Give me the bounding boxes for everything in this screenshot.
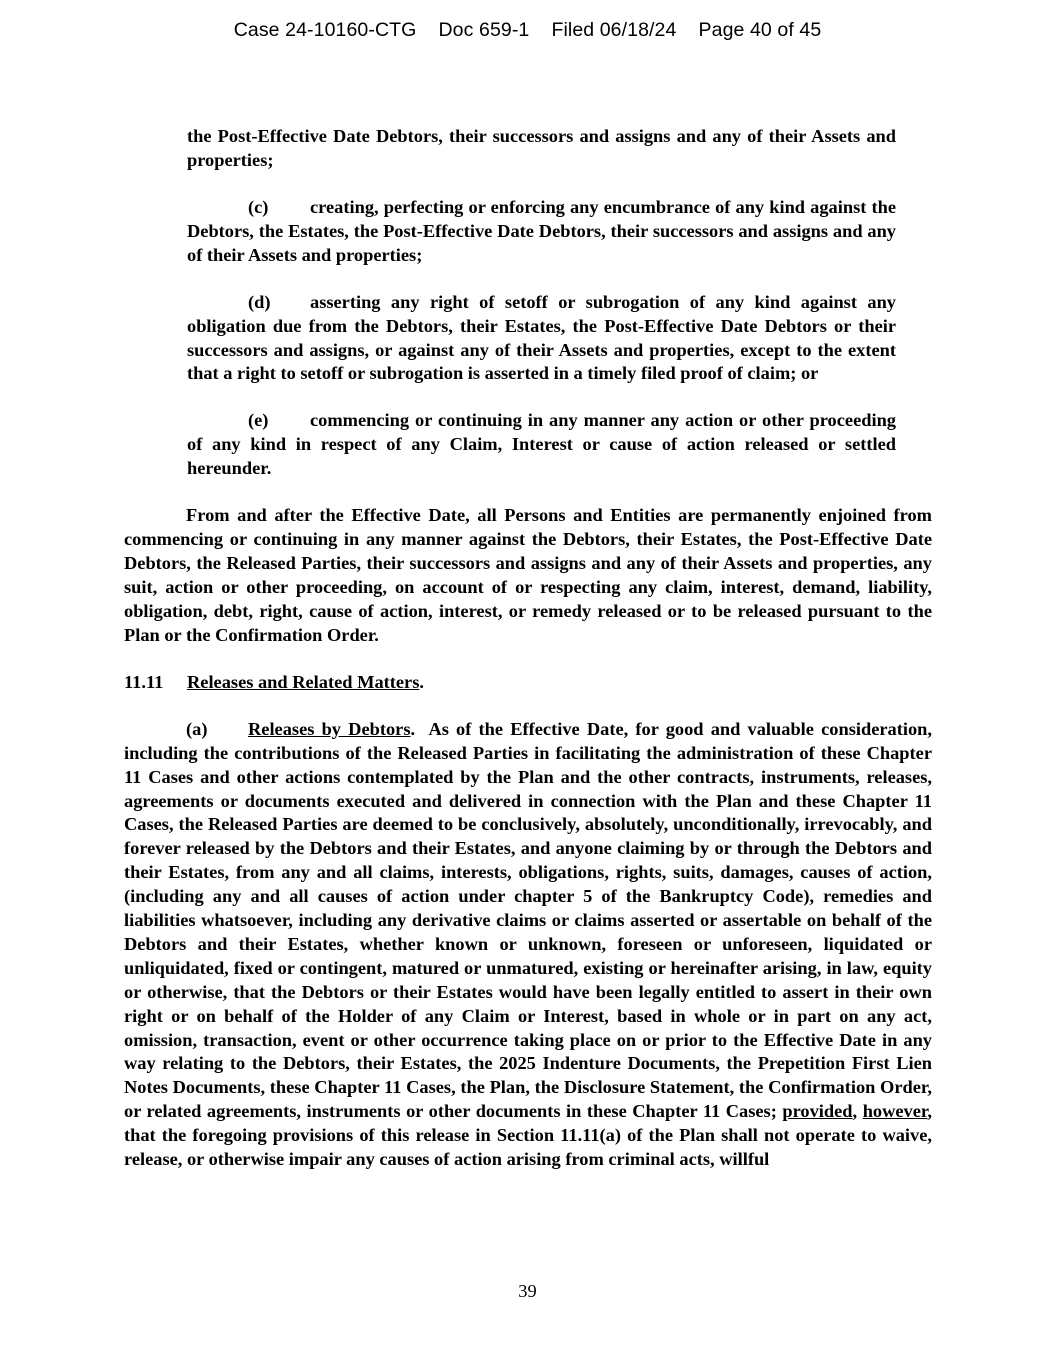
continuation-paragraph: the Post-Effective Date Debtors, their successors and assigns and any of their Assets and properties; — [187, 126, 896, 170]
doc-number: Doc 659-1 — [438, 19, 530, 41]
item-a-paragraph — [124, 718, 932, 1172]
filed-date: Filed 06/18/24 — [551, 19, 677, 41]
injunction-paragraph: From and after the Effective Date, all Persons and Entities are permanently enjoined from commencing or continuing in any manner against the Debtors, their Estates, the Post-Effective Date Debtors, the Released Parties, their successors and assigns and any of their Assets and properties, any suit, action or other proceeding, on account of or respecting any claim, interest, demand, liability, obligation, debt, right, cause of action, interest, or remedy released or to be released pursuant to the Plan or the Confirmation Order. — [124, 505, 932, 645]
item-d-label: (d) — [248, 291, 271, 312]
item-c-paragraph — [187, 196, 896, 268]
item-a-heading: Releases by Debtors — [248, 718, 411, 739]
item-d-paragraph — [187, 291, 896, 387]
item-d-text: asserting any right of setoff or subrogation of any kind against any obligation due from the Debtors, their Estates, the Post-Effective Date Debtors or their successors and assigns, or against any of their Assets and properties, except to the extent that a right to setoff or subrogation is asserted in a timely filed proof of claim; or — [187, 291, 896, 384]
item-a-label: (a) — [186, 718, 208, 739]
item-c-text: creating, perfecting or enforcing any encumbrance of any kind against the Debtors, the Estates, the Post-Effective Date Debtors, their successors and assigns and any of their Assets and properties; — [187, 196, 896, 265]
provided-comma: , — [852, 1101, 858, 1122]
item-c-label: (c) — [248, 196, 269, 217]
section-title-end: . — [419, 671, 424, 692]
section-heading — [124, 671, 932, 695]
page-number: 39 — [518, 1281, 537, 1301]
case-number: Case 24-10160-CTG — [233, 19, 417, 41]
document-body — [124, 125, 932, 1195]
section-number: 11.11 — [124, 671, 164, 692]
section-title: Releases and Related Matters — [187, 671, 420, 692]
provided-term: provided — [782, 1101, 853, 1122]
item-e-label: (e) — [248, 410, 269, 431]
item-a-heading-end: . — [410, 718, 416, 739]
case-header — [0, 19, 1055, 42]
page-count: Page 40 of 45 — [698, 19, 822, 41]
item-e-text: commencing or continuing in any manner any action or other proceeding of any kind in respect of any Claim, Interest or cause of action released or settled hereunder. — [187, 410, 896, 479]
however-term: however — [862, 1101, 928, 1122]
item-e-paragraph — [187, 409, 896, 481]
item-a-text-before: As of the Effective Date, for good and valuable consideration, including the contributions of the Released Parties in facilitating the administration of these Chapter 11 Cases and other actions contemplated by the Plan and the other contracts, instruments, releases, agreements or documents executed and delivered in connection with the Plan and these Chapter 11 Cases, the Released Parties are deemed to be conclusively, absolutely, unconditionally, irrevocably, and forever released by the Debtors and their Estates, and anyone claiming by or through the Debtors and their Estates, from any and all claims, interests, obligations, rights, suits, damages, causes of action, (including any and all causes of action under chapter 5 of the Bankruptcy Code), remedies and liabilities whatsoever, including any derivative claims or claims asserted or assertable on behalf of the Debtors and their Estates, whether known or unknown, foreseen or unforeseen, liquidated or unliquidated, fixed or contingent, matured or unmatured, existing or hereinafter arising, in law, equity or otherwise, that the Debtors or their Estates would have been legally entitled to assert in their own right or on behalf of the Holder of any Claim or Interest, based in whole or in part on any act, omission, transaction, event or other occurrence taking place on or prior to the Effective Date in any way relating to the Debtors, their Estates, the 2025 Indenture Documents, the Prepetition First Lien Notes Documents, these Chapter 11 Cases, the Plan, the Disclosure Statement, the Confirmation Order, or related agreements, instruments or other documents in these Chapter 11 Cases; — [124, 718, 932, 1122]
item-a-text-after: , that the foregoing provisions of this release in Section 11.11(a) of the Plan shall not operate to waive, release, or otherwise impair any causes of action arising from criminal acts, willful — [124, 1101, 932, 1170]
